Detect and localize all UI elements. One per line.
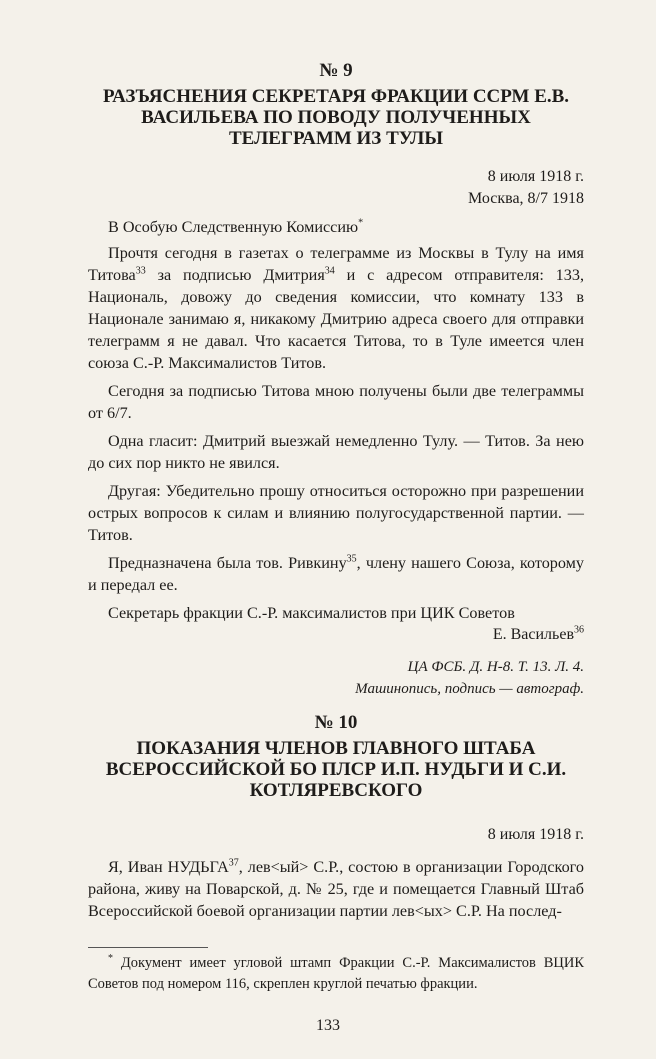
- doc10-body: [88, 856, 584, 922]
- doc9-paragraph-5: Предназначена была тов. Ривкину$^{35}$, члену нашего Союза, которому и передал ее.: [88, 553, 584, 594]
- doc10-title: ПОКАЗАНИЯ ЧЛЕНОВ ГЛАВНОГО ШТАБА ВСЕРОССИЙСКОЙ БО ПЛСР И.П. НУДЬГИ И С.И. КОТЛЯРЕВСКОГО: [105, 738, 567, 801]
- doc10-date: 8 июля 1918 г.: [487, 826, 584, 843]
- page-number: 133: [316, 1017, 340, 1034]
- endnote-ref-37: 37: [228, 857, 239, 869]
- doc10-paragraph-1: Я, Иван НУДЬГА$^{37}$, лев<ый> С.Р., состою в организации Городского района, живу на Поварской, д. № 25, где и помещается Главный Штаб Всероссийской боевой организации партии лев<ых> С.Р. На послед-: [88, 857, 585, 920]
- doc9-date: 8 июля 1918 г.: [487, 168, 584, 185]
- endnote-ref-36: 36: [574, 624, 584, 636]
- doc9-archive-note: Машинопись, подпись — автограф.: [355, 681, 584, 697]
- doc10-header: [88, 712, 584, 801]
- doc9-archive-ref: ЦА ФСБ. Д. Н-8. Т. 13. Л. 4.: [407, 659, 584, 675]
- footnote-marker: *: [358, 217, 364, 229]
- footnote-rule: [88, 947, 208, 948]
- endnote-ref-33: 33: [135, 265, 146, 277]
- doc9-addressee: В Особую Следственную Комиссию*: [108, 217, 364, 236]
- endnote-ref-35: 35: [346, 553, 357, 565]
- endnote-ref-34: 34: [324, 265, 335, 277]
- doc9-paragraph-3: Одна гласит: Дмитрий выезжай немедленно Тулу. — Титов. За нею до сих пор никто не явился.: [88, 432, 584, 472]
- doc9-header: [88, 60, 584, 149]
- doc9-number: № 9: [319, 60, 353, 81]
- doc9-paragraph-2: Сегодня за подписью Титова мною получены были две телеграммы от 6/7.: [88, 382, 584, 422]
- doc9-body: [88, 216, 584, 700]
- doc10-dateline: [88, 824, 584, 846]
- footnote: [88, 953, 584, 995]
- footnote-mark: *: [108, 953, 113, 965]
- doc9-dateline: [88, 166, 584, 210]
- doc10-number: № 10: [314, 712, 358, 733]
- doc9-title: РАЗЪЯСНЕНИЯ СЕКРЕТАРЯ ФРАКЦИИ ССРМ Е.В. ВАСИЛЬЕВА ПО ПОВОДУ ПОЛУЧЕННЫХ ТЕЛЕГРАММ ИЗ ТУЛЫ: [102, 86, 570, 149]
- doc9-signature-name: Е. Васильев$^{36}$: [492, 624, 584, 643]
- doc9-paragraph-1: Прочтя сегодня в газетах о телеграмме из Москвы в Тулу на имя Титова$^{33}$ за подписью Дмитрия$^{34}$ и с адресом отправителя: 133, Националь, довожу до сведения комиссии, что комнату 133 в Национале занимаю я, никакому Дмитрию адреса своего для отправки телеграмм я не давал. Что касается Титова, то в Туле имеется член союза С.-Р. Максималистов Титов.: [88, 244, 584, 372]
- doc9-paragraph-4: Другая: Убедительно прошу относиться осторожно при разрешении острых вопросов к силам и влиянию полугосударственной партии. — Титов.: [88, 482, 584, 544]
- footnote-text: Документ имеет угловой штамп Фракции С.-Р. Максималистов ВЦИК Советов под номером 116, скреплен круглой печатью фракции.: [88, 955, 584, 992]
- doc9-place-date: Москва, 8/7 1918: [468, 190, 584, 207]
- doc9-signature-line: Секретарь фракции С.-Р. максималистов при ЦИК Советов: [108, 604, 515, 622]
